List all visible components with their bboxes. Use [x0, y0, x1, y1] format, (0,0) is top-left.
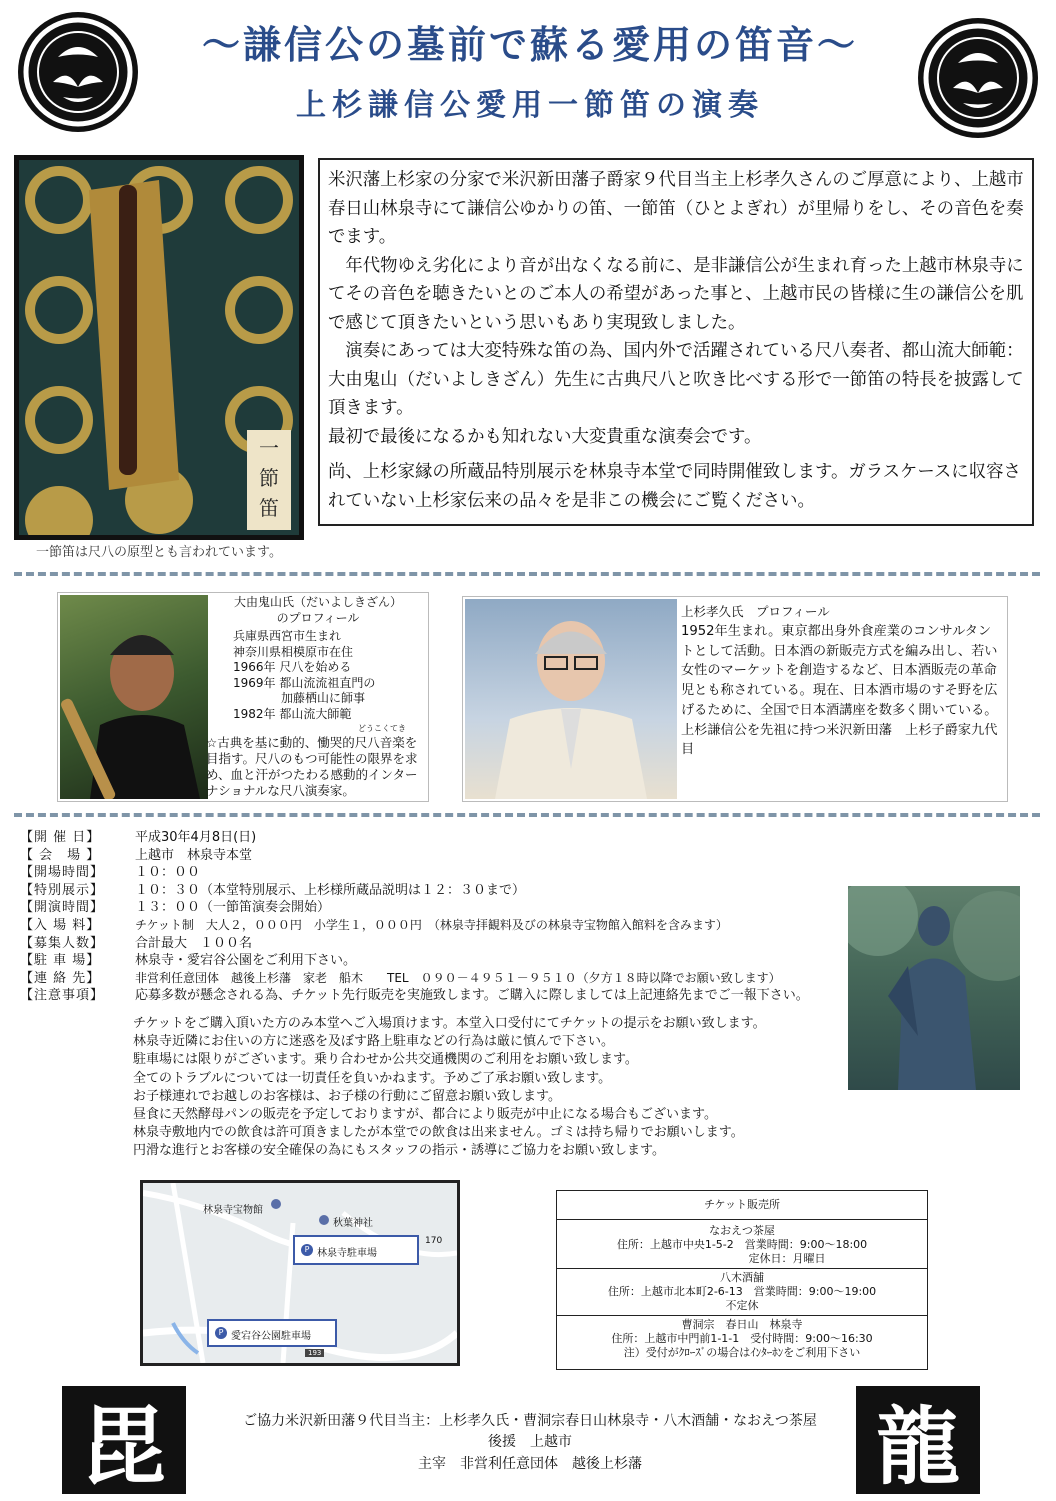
profile-line: 1969年 都山流流祖直門の [233, 675, 376, 690]
shop-line: 定休日：月曜日 [748, 1252, 826, 1265]
map-road-170: 170 [425, 1236, 443, 1246]
ticket-box [556, 1190, 928, 1370]
shop-line: 住所：上越市中門前1-1-1 受付時間：9:00～16:30 [611, 1332, 873, 1345]
detail-value: 応募多数が懸念される為、チケット先行販売を実施致します。ご購入に際しましては上記連絡先までご一報下さい。 [135, 988, 809, 1004]
intro-text-box [318, 158, 1034, 526]
crest-left-icon [18, 12, 138, 132]
ticket-shop [557, 1219, 927, 1268]
detail-value: １０：００ [135, 865, 201, 881]
map-label-museum: 林泉寺宝物館 [203, 1205, 263, 1216]
uesugi-photo [465, 599, 677, 799]
flute-photo [14, 155, 304, 540]
divider [14, 813, 1040, 817]
note-item: 林泉寺近隣にお住いの方に迷惑を及ぼす路上駐車などの行為は厳に慎んで下さい。 [133, 1034, 615, 1050]
detail-label: 【 会 場 】 [20, 847, 101, 863]
detail-row [20, 882, 840, 900]
note-item: 全てのトラブルについては一切責任を負いかねます。予めご了承お願い致します。 [133, 1070, 612, 1086]
detail-label: 【募集人数】 [20, 935, 105, 951]
footer-organizer: 主宰 非営利任意団体 越後上杉藩 [418, 1456, 642, 1472]
shrine-icon [319, 1215, 329, 1225]
detail-row [20, 829, 840, 847]
detail-row [20, 970, 840, 988]
profile-line: 神奈川県相模原市在住 [233, 644, 354, 659]
detail-label: 【開 催 日】 [20, 830, 101, 845]
profile-left-lines [233, 629, 423, 722]
profile-left-heading2: のプロフィール [276, 611, 360, 625]
detail-row [20, 847, 840, 865]
crest-right-icon [918, 18, 1038, 138]
profile-line: 加藤栖山に師事 [233, 691, 366, 705]
note-item: 円滑な進行とお客様の安全確保の為にもスタッフの指示・誘導にご協力をお願い致します。 [133, 1143, 665, 1159]
detail-row [20, 864, 840, 882]
note-item: 駐車場には限りがございます。乗り合わせか公共交通機関のご利用をお願い致します。 [133, 1052, 638, 1068]
note-item: チケットをご購入頂いた方のみ本堂へご入場頂けます。本堂入口受付にてチケットの提示をお願い致します。 [133, 1016, 766, 1031]
map-label-parking2: 愛宕谷公園駐車場 [231, 1331, 311, 1342]
note-item: お子様連れでお越しのお客様は、お子様の行動にご留意お願い致します。 [133, 1088, 561, 1104]
detail-label: 【連 絡 先】 [20, 970, 101, 986]
profile-right [462, 596, 1008, 802]
ticket-shop [557, 1268, 927, 1315]
detail-value: １３：００（一節笛演奏会開始） [135, 900, 331, 916]
profile-left-heading: 大由鬼山氏（だいよしきざん） [233, 595, 402, 609]
map-road-193: 193 [305, 1349, 324, 1357]
access-map [140, 1180, 460, 1366]
detail-value: 合計最大 １００名 [135, 935, 253, 951]
svg-text:一: 一 [259, 436, 279, 460]
detail-value: １０：３０（本堂特別展示、上杉様所蔵品説明は１２：３０まで） [135, 882, 526, 898]
footer-support: 後援 上越市 [488, 1434, 572, 1450]
detail-row [20, 917, 840, 935]
detail-value: チケット制 大人２，０００円 小学生１，０００円 （林泉寺拝観料及びの林泉寺宝物館入館料を含みます） [135, 917, 728, 932]
detail-label: 【入 場 料】 [20, 917, 101, 933]
profile-line: 1982年 都山流大師範 [233, 706, 352, 721]
shop-line: 住所：上越市中央1-5-2 営業時間：9:00～18:00 [616, 1238, 868, 1251]
svg-text:節: 節 [259, 466, 279, 490]
note-item: 昼食に天然酵母パンの販売を予定しておりますが、都合により販売が中止になる場合もございます。 [133, 1107, 717, 1123]
photo-caption: 一節笛は尺八の原型とも言われています。 [36, 545, 282, 560]
detail-label: 【開場時間】 [20, 865, 105, 881]
detail-value: 林泉寺・愛宕谷公園をご利用下さい。 [135, 953, 357, 969]
intro-paragraph: 演奏にあっては大変特殊な笛の為、国内外で活躍されている尺八奏者、都山流大師範：大由鬼山（だいよしきざん）先生に古典尺八と吹き比べする形で一節笛の特長を披露して頂きます。 [328, 341, 1024, 418]
profile-right-heading: 上杉孝久氏 プロフィール [681, 604, 830, 619]
page-title: ～謙信公の墓前で蘇る愛用の笛音～ [201, 22, 858, 67]
page-subtitle: 上杉謙信公愛用一節笛の演奏 [296, 88, 764, 123]
intro-paragraph: 米沢藩上杉家の分家で米沢新田藩子爵家９代目当主上杉孝久さんのご厚意により、上越市春日山林泉寺にて謙信公ゆかりの笛、一節笛（ひとよぎれ）が里帰りをし、その音色を奏でます。 [328, 170, 1024, 247]
shop-name: 八木酒舗 [720, 1271, 764, 1284]
detail-value: 上越市 林泉寺本堂 [135, 847, 253, 863]
event-details [20, 829, 840, 1005]
detail-row [20, 952, 840, 970]
detail-row [20, 899, 840, 917]
profile-left-desc: ☆古典を基に動的、慟哭的尺八音楽を目指す。尺八のもつ可能性の限界を求め、血と汗がつたわる感動的インターナショナルな尺八演奏家。 [206, 735, 418, 798]
shop-name: 曹洞宗 春日山 林泉寺 [681, 1318, 803, 1331]
profile-line: 兵庫県西宮市生まれ [233, 629, 342, 643]
detail-label: 【注意事項】 [20, 988, 105, 1004]
map-label-shrine: 秋葉神社 [333, 1218, 373, 1229]
ruby-text: どうこくてき [358, 724, 406, 733]
detail-row [20, 935, 840, 953]
footer-cooperation: ご協力米沢新田藩９代目当主：上杉孝久氏・曹洞宗春日山林泉寺・八木酒舗・なおえつ茶屋 [243, 1413, 817, 1429]
pin-icon [271, 1199, 281, 1209]
notes-list [133, 1015, 853, 1161]
parking-icon: P [215, 1327, 227, 1339]
shop-line: 住所：上越市北本町2-6-13 営業時間：9:00～19:00 [607, 1285, 877, 1298]
kanji-ryu: 龍 [856, 1386, 980, 1494]
profile-right-desc: 1952年生まれ。東京都出身外食産業のコンサルタントとして活動。日本酒の新販売方式を編み出し、若い女性のマーケットを創造するなど、日本酒販売の革命児とも称されている。現在、日本酒市場のすそ野を広げるために、全国で日本酒講座を数多く開いている。上杉謙信公を先祖に持つ米沢新田藩 上杉子爵家九代目 [681, 624, 998, 758]
shakuhachi-player-photo [60, 595, 208, 799]
shop-line: 注）受付がｸﾛｰｽﾞの場合はｲﾝﾀｰﾎﾝをご利用下さい [623, 1346, 861, 1359]
note-item: 林泉寺敷地内での飲食は許可頂きましたが本堂での飲食は出来ません。ゴミは持ち帰りでお願いします。 [133, 1125, 744, 1141]
shop-name: なおえつ茶屋 [709, 1224, 775, 1237]
detail-label: 【特別展示】 [20, 882, 105, 898]
map-label-parking1: 林泉寺駐車場 [317, 1248, 377, 1259]
shop-line: 不定休 [725, 1299, 759, 1312]
kanji-bi: 毘 [62, 1386, 186, 1494]
detail-label: 【開演時間】 [20, 900, 105, 916]
svg-text:笛: 笛 [259, 496, 279, 520]
profile-left [57, 592, 429, 802]
detail-value: 平成30年4月8日(日) [135, 830, 257, 845]
detail-label: 【駐 車 場】 [20, 953, 101, 969]
divider [14, 572, 1040, 576]
ticket-shop [557, 1315, 927, 1362]
intro-paragraph: 尚、上杉家縁の所蔵品特別展示を林泉寺本堂で同時開催致します。ガラスケースに収容されていない上杉家伝来の品々を是非この機会にご覧ください。 [328, 462, 1021, 511]
statue-photo [848, 886, 1020, 1090]
ticket-title: チケット販売所 [703, 1198, 780, 1211]
intro-paragraph: 最初で最後になるかも知れない大変貴重な演奏会です。 [328, 426, 762, 447]
parking-icon: P [301, 1244, 313, 1256]
detail-row [20, 987, 840, 1005]
profile-line: 1966年 尺八を始める [233, 660, 352, 674]
intro-paragraph: 年代物ゆえ劣化により音が出なくなる前に、是非謙信公が生まれ育った上越市林泉寺にてその音色を聴きたいとのご本人の希望があった事と、上越市民の皆様に生の謙信公を肌で感じて頂きたいという思いもあり実現致しました。 [328, 255, 1024, 333]
detail-value: 非営利任意団体 越後上杉藩 家老 船木 TEL ０９０－４９５１－９５１０（夕方１８時以降でお願い致します） [135, 970, 781, 985]
